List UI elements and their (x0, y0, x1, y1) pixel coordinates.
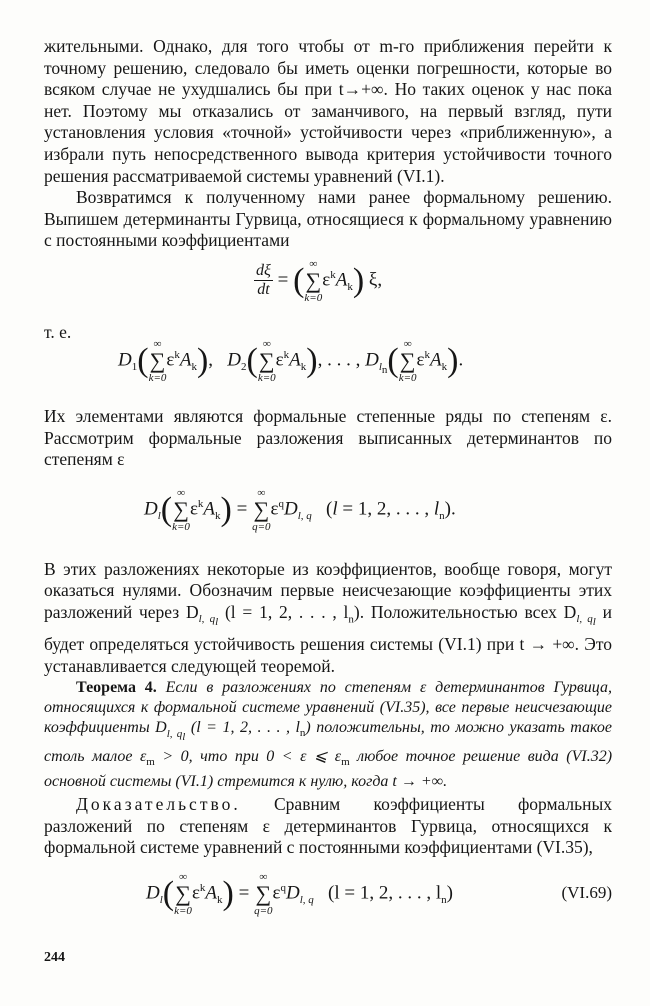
paragraph-4: В этих разложениях некоторые из коэффициентов, вообще говоря, могут оказаться нулями. Обозначим первые неисчезающие коэффициенты этих разложений через $D_{l, q_l}$ (l = 1, 2, . . . , $l_n$). Положительностью всех $D_{l, q_l}$ и будет определяться устойчивость решения системы (VI.1) при t → +∞. Это устанавливается следующей теоремой. (44, 558, 613, 676)
paragraph-2: Возвратимся к полученному нами ранее формальному решению. Выпишем детерминанты Гурвица, относящиеся к формальному уравнению с постоянными коэффициентами (44, 187, 612, 251)
equation-expansion: $D_l$( ∞ ∑ k=0 $\varepsilon^kA_k$) = ∞ ∑ q=0 $\varepsilon^qD_{l, q}$ (l = 1, 2, . . . , $l_n$). (144, 486, 456, 533)
page-body (44, 36, 612, 939)
equation-determinants: т. е. $D_1$( ∞ ∑ k=0 $\varepsilon^kA_k$), $D_2$( ∞ ∑ k=0 $\varepsilon^kA_k$), . . . , $D_{l_n}$( ∞ ∑ k=0 $\varepsilon^kA_k$). (44, 321, 464, 384)
equation-vi-69: $D_l$( ∞ ∑ k=0 $\varepsilon^kA_k$) = ∞ ∑ q=0 $\varepsilon^qD_{l, q}$ (l = 1, 2, . . . , $l_n$) (VI.69) (146, 870, 612, 917)
paragraph-3: Их элементами являются формальные степенные ряды по степеням ε. Рассмотрим формальные разложения выписанных детерминантов по степеням ε (44, 405, 612, 470)
proof-label: Доказательство. (76, 793, 241, 814)
te-label: т. е. (44, 321, 72, 342)
paragraph-1: жительными. Однако, для того чтобы от m-го приближения перейти к точному решению, следовало бы иметь оценки погрешности, которые во всяком случае не ухудшались бы при t→+∞. Но таких оценок у нас пока нет. Поэтому мы отказались от заманчивого, на первый взгляд, пути установления условия «точной» устойчивости через «приближенную», а избрали путь непосредственного вывода критерия устойчивости точного решения рассматриваемой системы уравнений (VI.1). (44, 36, 612, 186)
theorem-4: Теорема 4. Если в разложениях по степеням ε детерминантов Гурвица, относящихся к формальной системе уравнений (VI.35), все первые неисчезающие коэффициенты $D_{l, q_l}$ (l = 1, 2, . . . , $l_n$) положительны, то можно указать такое столь малое $\varepsilon_m > 0$, что при 0 < ε ⩽ $\varepsilon_m$ любое точное решение вида (VI.32) основной системы (VI.1) стремится к нулю, когда t → +∞. (44, 679, 613, 790)
proof-paragraph: Доказательство. Сравним коэффициенты формальных разложений по степеням ε детерминантов Гурвица, относящихся к формальной системе уравнений с постоянными коэффициентами (VI.35), (44, 793, 612, 858)
page-number: 244 (44, 950, 65, 965)
equation-formal: $\frac{d\xi}{dt}$ = ( ∞ ∑ k=0 $\varepsilon^kA_k$) ξ, (256, 257, 383, 304)
equation-number: (VI.69) (561, 882, 612, 902)
theorem-label: Теорема 4. (76, 679, 157, 697)
